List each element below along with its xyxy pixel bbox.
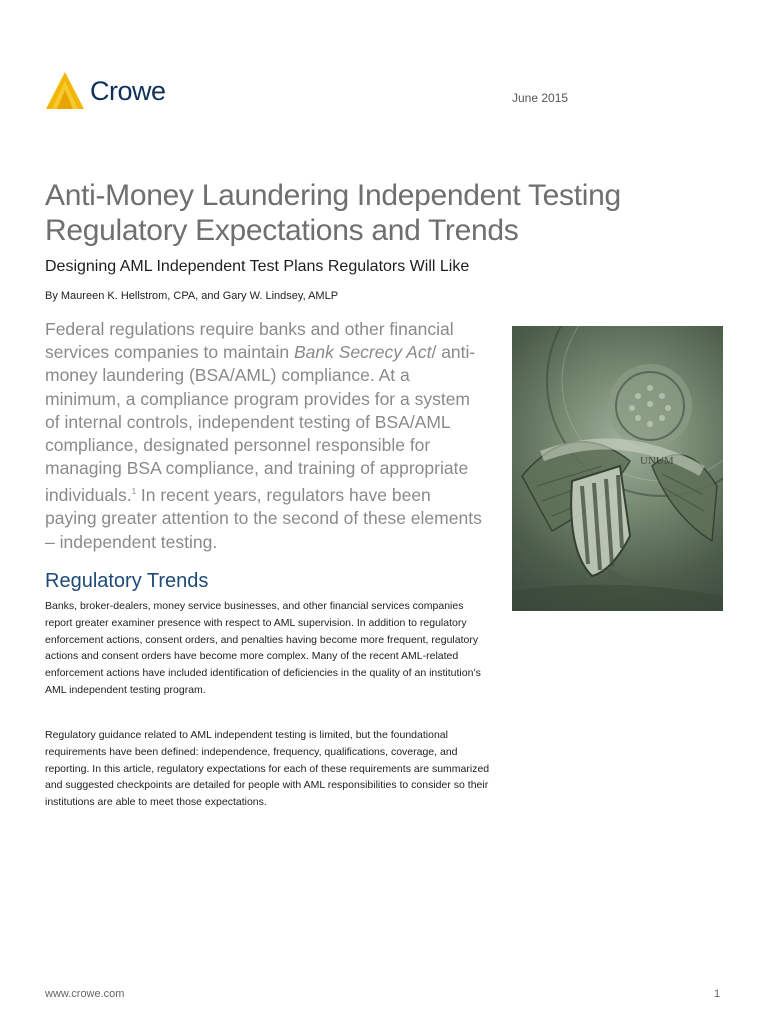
great-seal-eagle-image bbox=[512, 326, 723, 611]
intro-text-2: / anti-money laundering (BSA/AML) compliance. At a minimum, a compliance program provides for a system of internal controls, independent testing of BSA/AML compliance, designated personnel responsible for managing BSA compliance, and training of appropriate individuals. bbox=[45, 342, 476, 506]
intro-text-3: In recent years, regulators have been paying greater attention to the second of these elements – independent testing. bbox=[45, 485, 482, 552]
great-seal-eagle-icon bbox=[512, 326, 723, 611]
crowe-logo-mark-icon bbox=[45, 71, 85, 111]
footnote-marker: 1 bbox=[131, 487, 137, 497]
publication-date: June 2015 bbox=[512, 91, 569, 105]
page-number: 1 bbox=[714, 988, 721, 1000]
footer-website-link[interactable]: www.crowe.com bbox=[45, 988, 125, 1000]
intro-text-1: Federal regulations require banks and other financial services companies to maintain bbox=[45, 319, 454, 363]
body-paragraph: Regulatory guidance related to AML independent testing is limited, but the foundational requirements have been defined: independence, frequency, qualifications, coverage, and reporting. In this article, regulatory expectations for each of these requirements are summarized and suggested checkpoints are detailed for people with AML responsibilities to consider so their institutions are able to meet those expectations. bbox=[45, 729, 490, 809]
intro-paragraph bbox=[45, 318, 485, 554]
body-paragraph: Banks, broker-dealers, money service businesses, and other financial services companies report greater examiner presence with respect to AML supervision. In addition to regulatory enforcement actions, consent orders, and penalties having become more frequent, regulatory actions and consent orders have become more complex. Many of the recent AML-related enforcement actions have included identification of deficiencies in the quality of an institution’s AML independent testing program. bbox=[45, 600, 481, 696]
intro-italic-term: Bank Secrecy Act bbox=[294, 342, 432, 363]
seal-banner-text: UNUM bbox=[640, 455, 674, 467]
logo-text: Crowe bbox=[90, 76, 166, 106]
byline: By Maureen K. Hellstrom, CPA, and Gary W. Lindsey, AMLP bbox=[45, 290, 339, 302]
section-heading: Regulatory Trends bbox=[45, 570, 209, 592]
page-subtitle: Designing AML Independent Test Plans Regulators Will Like bbox=[45, 258, 470, 275]
crowe-logo bbox=[45, 71, 175, 111]
page-title: Anti-Money Laundering Independent Testing Regulatory Expectations and Trends bbox=[45, 179, 621, 247]
